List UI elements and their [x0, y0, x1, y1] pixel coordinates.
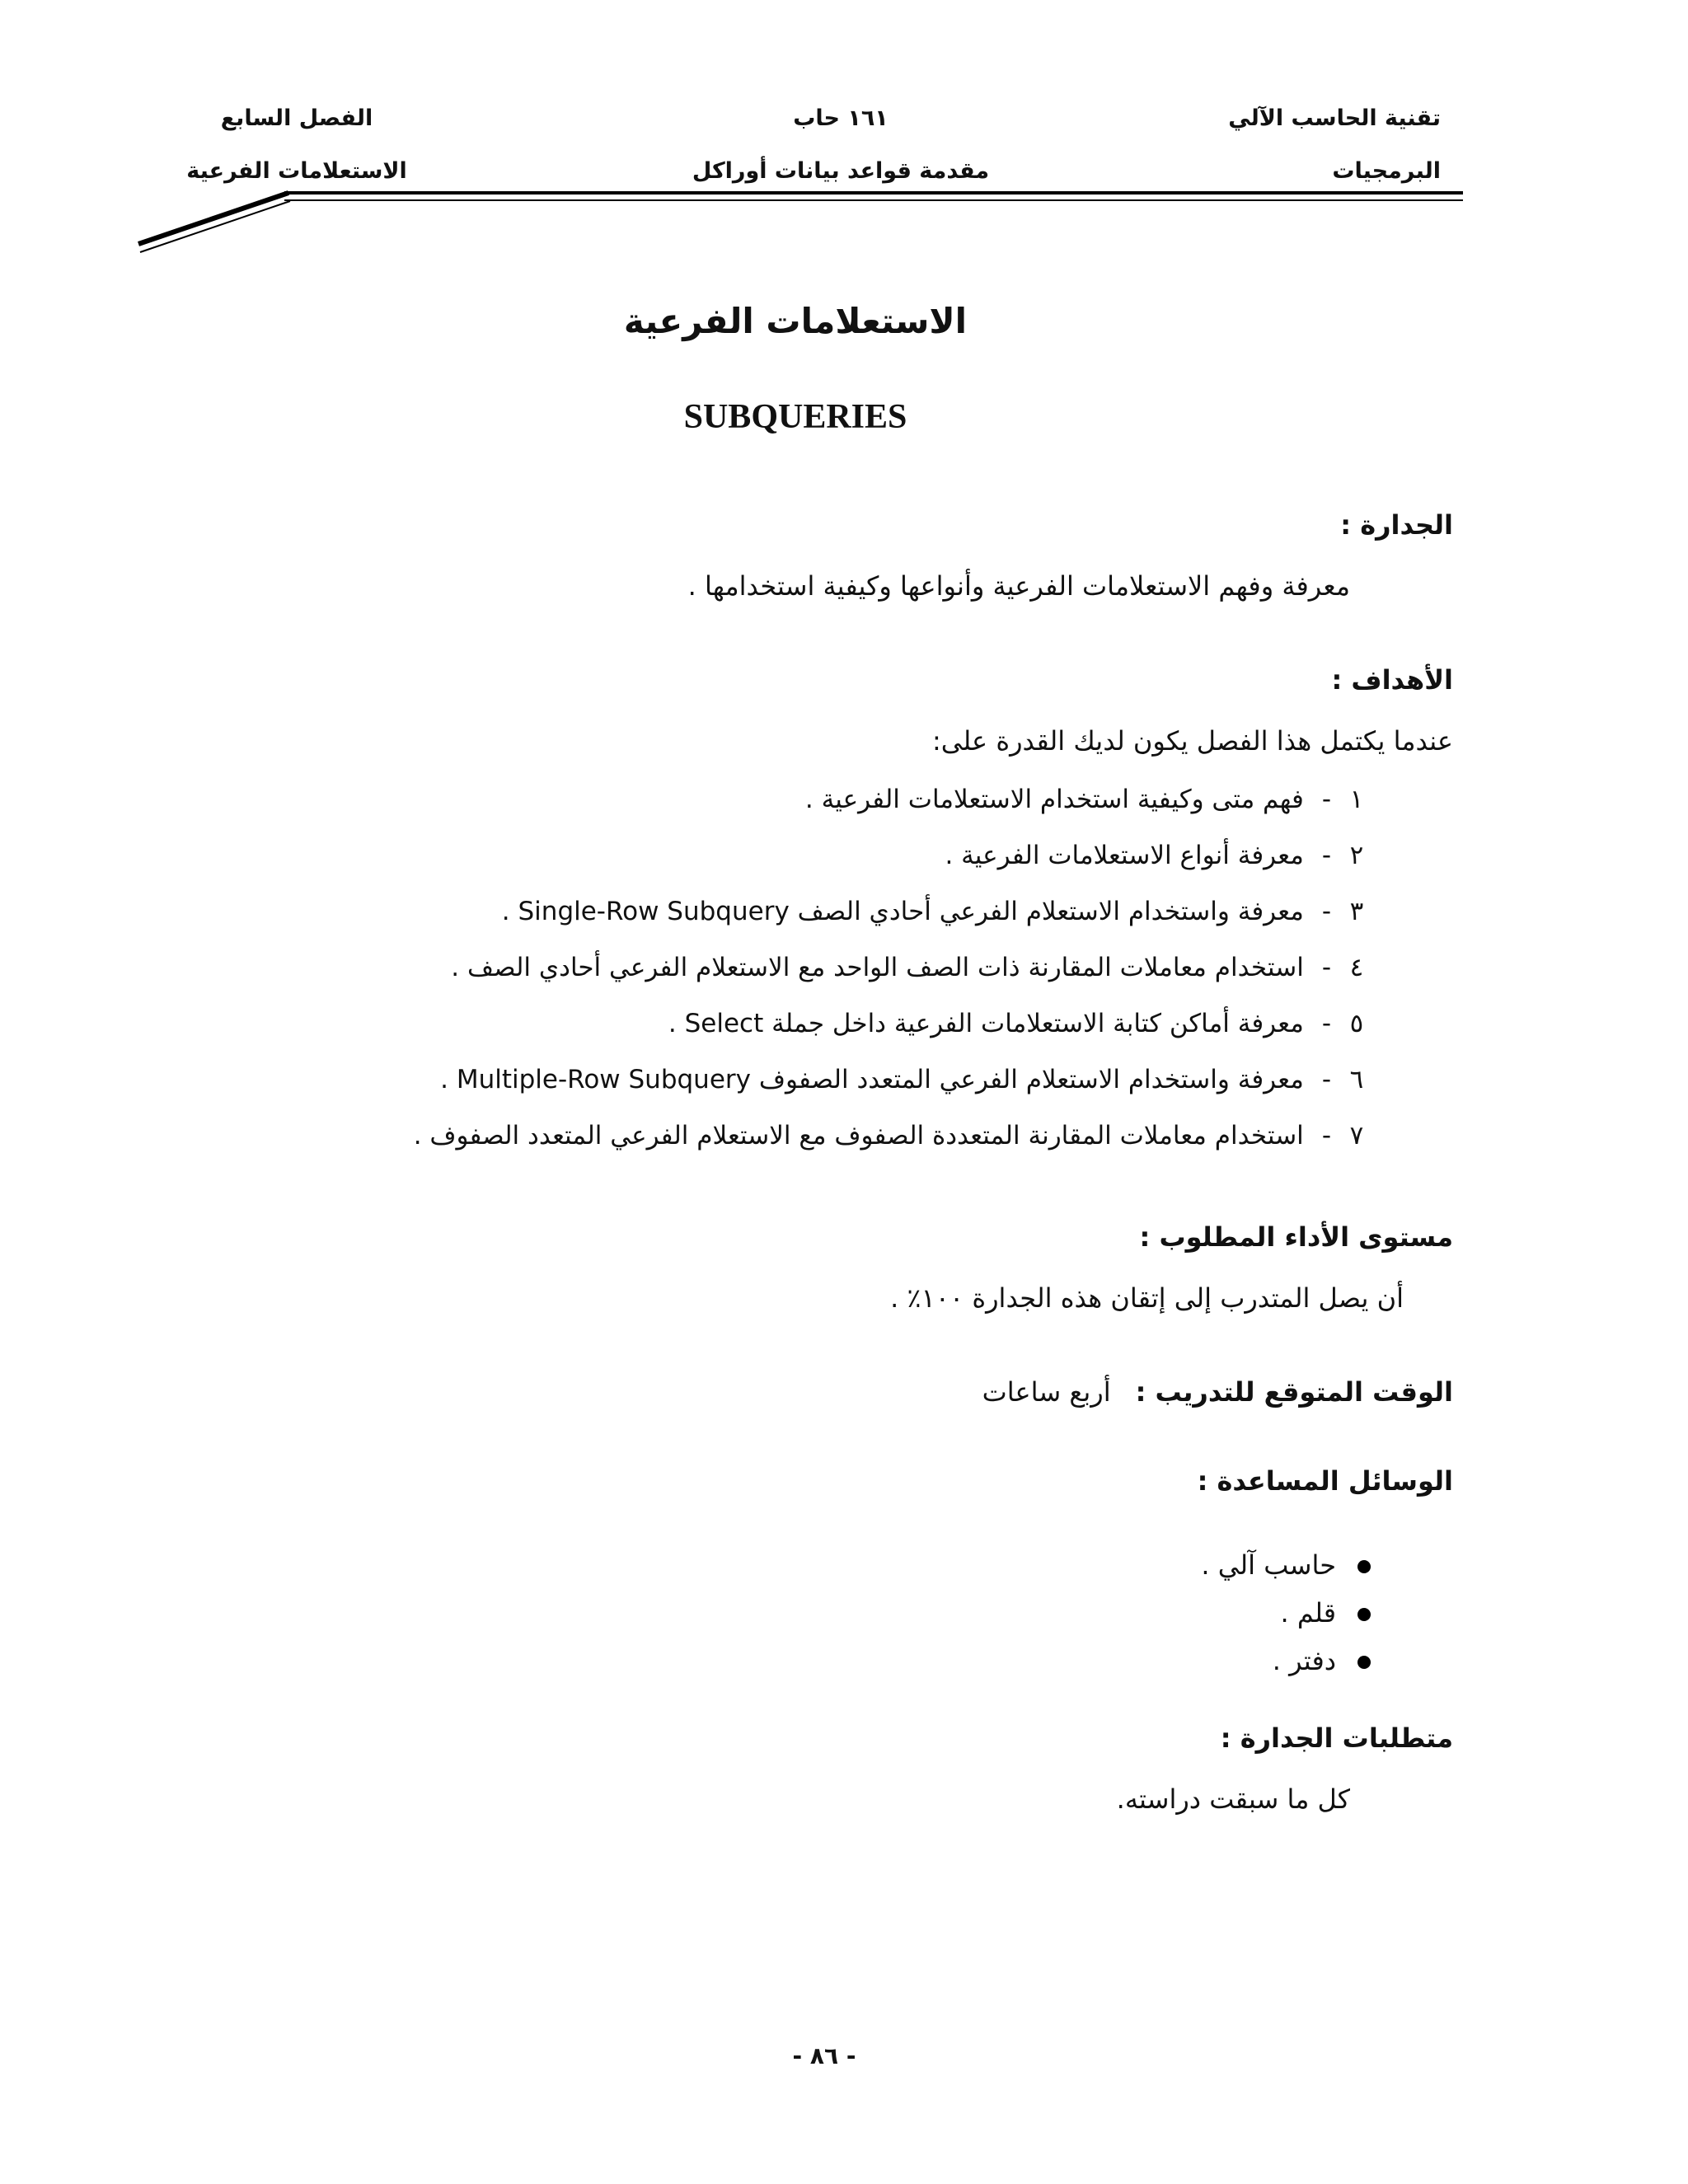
performance-heading: مستوى الأداء المطلوب : [1139, 1221, 1453, 1253]
training-time [982, 1376, 1453, 1408]
objective-text: معرفة واستخدام الاستعلام الفرعي المتعدد الصفوف Multiple-Row Subquery . [440, 1065, 1304, 1094]
objective-text: معرفة أنواع الاستعلامات الفرعية . [945, 841, 1304, 870]
objective-item: ٦-معرفة واستخدام الاستعلام الفرعي المتعدد الصفوف Multiple-Row Subquery . [440, 1065, 1371, 1094]
objective-text: معرفة أماكن كتابة الاستعلامات الفرعية داخل جملة Select . [668, 1009, 1304, 1038]
objective-item: ٥-معرفة أماكن كتابة الاستعلامات الفرعية داخل جملة Select . [668, 1009, 1371, 1038]
objective-item: ٤-استخدام معاملات المقارنة ذات الصف الواحد مع الاستعلام الفرعي أحادي الصف . [451, 953, 1371, 982]
list-item [1201, 1549, 1371, 1581]
list-item [1280, 1597, 1371, 1629]
header-rule-thick [284, 191, 1463, 194]
header-course-title: تقنية الحاسب الآلي [1228, 105, 1441, 131]
objective-number: ٤ [1349, 953, 1364, 982]
bullet-icon [1357, 1560, 1371, 1573]
aids-heading: الوسائل المساعدة : [1197, 1465, 1453, 1497]
header-rule-thin [284, 199, 1463, 201]
aid-item-text: حاسب آلي . [1201, 1549, 1336, 1581]
objective-text: استخدام معاملات المقارنة المتعددة الصفوف مع الاستعلام الفرعي المتعدد الصفوف . [413, 1121, 1304, 1151]
objective-item: ٣-معرفة واستخدام الاستعلام الفرعي أحادي الصف Single-Row Subquery . [502, 897, 1371, 926]
training-time-heading: الوقت المتوقع للتدريب : [1135, 1376, 1453, 1408]
objective-number: ٦ [1349, 1065, 1364, 1094]
objective-number: ٥ [1349, 1009, 1364, 1038]
bullet-icon [1357, 1608, 1371, 1621]
objectives-intro: عندما يكتمل هذا الفصل يكون لديك القدرة على: [932, 725, 1453, 757]
list-item [1273, 1645, 1371, 1676]
competency-text: معرفة وفهم الاستعلامات الفرعية وأنواعها وكيفية استخدامها . [687, 570, 1350, 602]
competency-heading: الجدارة : [1340, 509, 1453, 541]
objective-item: ٢-معرفة أنواع الاستعلامات الفرعية . [945, 841, 1371, 870]
aid-item-text: قلم . [1280, 1597, 1336, 1629]
header-department: البرمجيات [1332, 158, 1441, 184]
aid-item-text: دفتر . [1272, 1645, 1336, 1676]
objective-text: فهم متى وكيفية استخدام الاستعلامات الفرعية . [804, 785, 1304, 814]
objective-number: ٧ [1349, 1121, 1364, 1151]
page-title-english: SUBQUERIES [683, 398, 907, 436]
header-chapter: الفصل السابع [220, 105, 373, 131]
page-number: - ٨٦ - [792, 2042, 856, 2069]
objective-item: ١-فهم متى وكيفية استخدام الاستعلامات الفرعية . [805, 785, 1371, 814]
header-course-name: مقدمة قواعد بيانات أوراكل [692, 158, 990, 184]
objective-number: ٢ [1349, 841, 1364, 870]
objective-text: استخدام معاملات المقارنة ذات الصف الواحد مع الاستعلام الفرعي أحادي الصف . [451, 953, 1304, 982]
header-chapter-title: الاستعلامات الفرعية [186, 158, 407, 184]
objective-number: ٣ [1349, 897, 1364, 926]
objective-item: ٧-استخدام معاملات المقارنة المتعددة الصفوف مع الاستعلام الفرعي المتعدد الصفوف . [414, 1121, 1371, 1151]
objectives-heading: الأهداف : [1331, 664, 1453, 696]
performance-text: أن يصل المتدرب إلى إتقان هذه الجدارة ١٠٠٪ . [890, 1282, 1404, 1314]
header-diagonal-rule [132, 188, 297, 258]
page-title-arabic: الاستعلامات الفرعية [623, 301, 968, 341]
bullet-icon [1357, 1656, 1371, 1669]
objective-number: ١ [1349, 785, 1364, 814]
header-course-code: ١٦١ حاب [793, 105, 889, 131]
objective-text: معرفة واستخدام الاستعلام الفرعي أحادي الصف Single-Row Subquery . [501, 897, 1304, 926]
training-time-value: أربع ساعات [982, 1376, 1111, 1408]
requirements-text: كل ما سبقت دراسته. [1116, 1783, 1350, 1815]
requirements-heading: متطلبات الجدارة : [1220, 1722, 1453, 1754]
